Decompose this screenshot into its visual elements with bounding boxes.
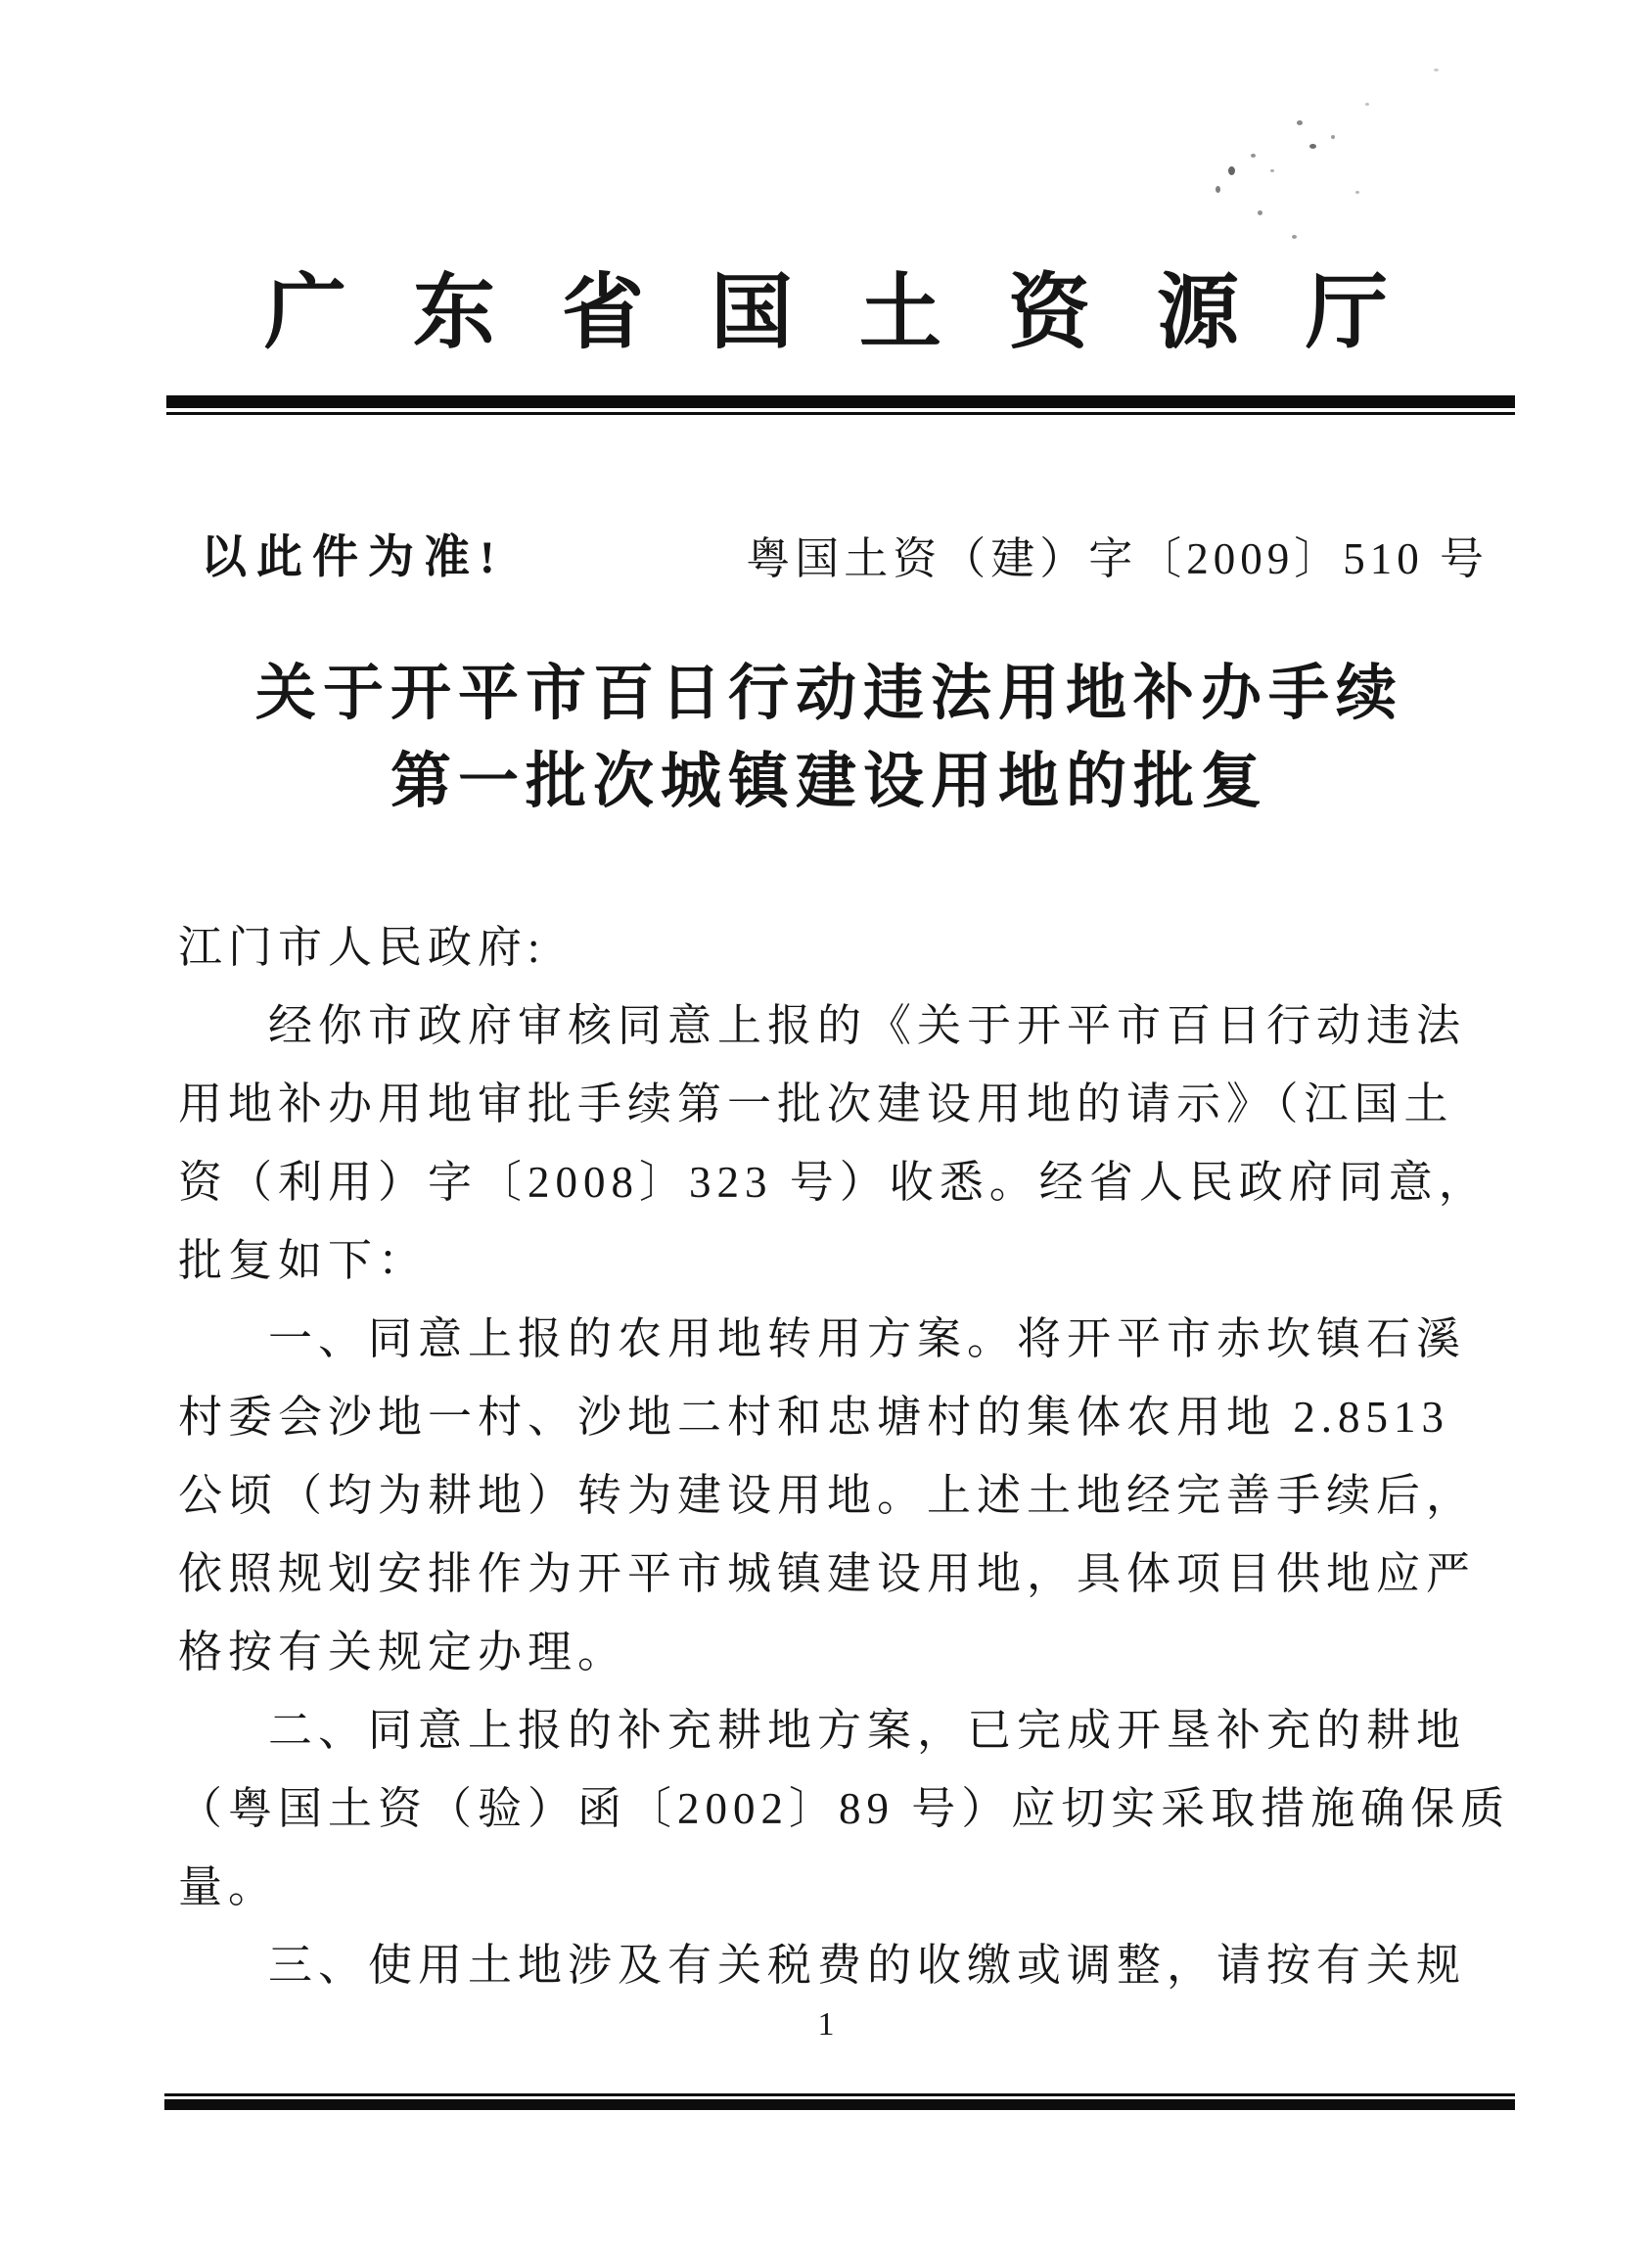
body-line: 村委会沙地一村、沙地二村和忠塘村的集体农用地 2.8513 [178,1393,1450,1442]
document-number: 粤国土资（建）字〔2009〕510 号 [746,534,1489,583]
page-number: 1 [817,2006,835,2043]
letterhead-divider-rule [166,395,1515,415]
body-line: 三、使用土地涉及有关税费的收缴或调整，请按有关规 [268,1941,1467,1990]
scan-smudge-mark [1204,93,1517,240]
body-line: 公顷（均为耕地）转为建设用地。上述土地经完善手续后， [178,1471,1477,1520]
body-line: 用地补办用地审批手续第一批次建设用地的请示》（江国土 [178,1079,1454,1128]
body-line: 依照规划安排作为开平市城镇建设用地，具体项目供地应严 [178,1549,1477,1598]
validity-note: 以此件为准! [201,532,505,583]
document-title-line-2: 第一批次城镇建设用地的批复 [390,749,1268,815]
body-line: 批复如下： [178,1236,429,1285]
document-meta-row [0,521,1652,583]
salutation: 江门市人民政府: [178,923,546,972]
body-line: 二、同意上报的补充耕地方案，已完成开垦补充的耕地 [268,1706,1467,1755]
body-line: （粤国土资（验）函〔2002〕89 号）应切实采取措施确保质 [178,1784,1511,1833]
agency-letterhead-title: 广东省国土资源厅 [263,268,1454,359]
body-line: 资（利用）字〔2008〕323 号）收悉。经省人民政府同意， [178,1158,1489,1207]
footer-divider-rule [164,2093,1515,2110]
body-line: 经你市政府审核同意上报的《关于开平市百日行动违法 [268,1001,1467,1050]
document-title-line-1: 关于开平市百日行动违法用地补办手续 [254,661,1403,727]
body-line: 量。 [178,1862,279,1911]
body-line: 格按有关规定办理。 [178,1628,628,1676]
body-line: 一、同意上报的农用地转用方案。将开平市赤坎镇石溪 [268,1314,1467,1363]
document-body [178,908,1511,2004]
